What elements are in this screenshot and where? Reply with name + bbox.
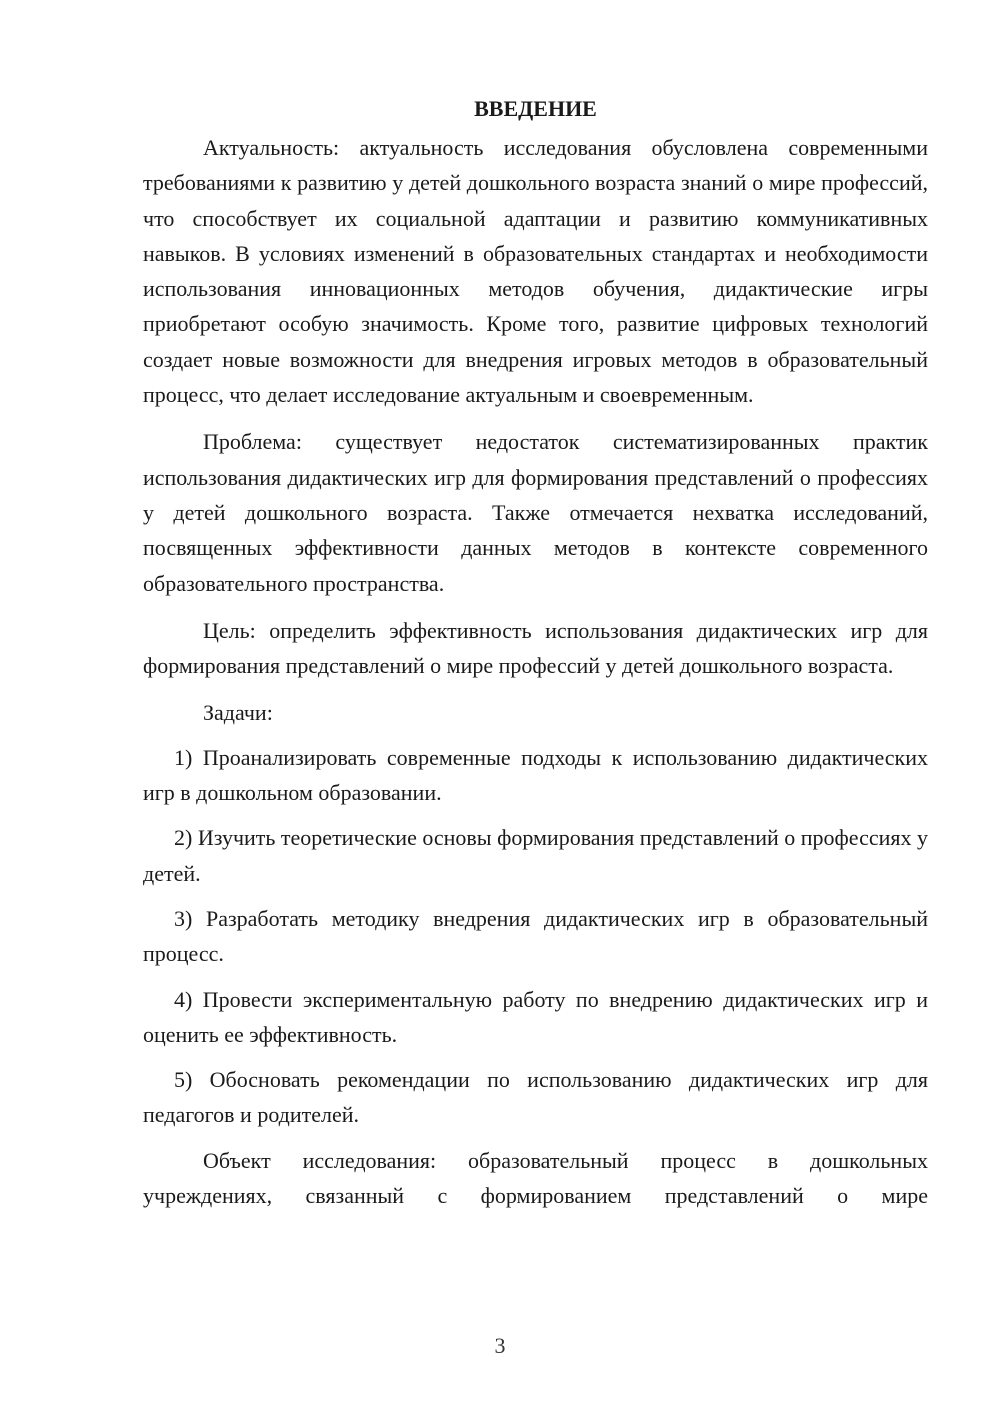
task-item: 5) Обосновать рекомендации по использованию дидактических игр для педагогов и родителей. (143, 1067, 928, 1128)
task-item: 1) Проанализировать современные подходы к использованию дидактических игр в дошкольном образовании. (143, 744, 928, 806)
tasks-heading: Задачи: (203, 700, 273, 726)
task-item: 2) Изучить теоретические основы формирования представлений о профессиях у детей. (143, 825, 929, 886)
page-number: 3 (494, 1333, 506, 1358)
relevance-paragraph: Актуальность: актуальность исследования обусловлена современными требованиями к развитию у детей дошкольного возраста знаний о мире профессий, что способствует их социальной адаптации и развитию коммуникативных навыков. В условиях изменений в образовательных стандартах и необходимости использования инновационных методов обучения, дидактические игры приобретают особую значимость. Кроме того, развитие цифровых технологий создает новые возможности для внедрения игровых методов в образовательный процесс, что делает исследование актуальным и своевременным. (143, 135, 928, 408)
problem-paragraph: Проблема: существует недостаток систематизированных практик использования дидактических игр для формирования представлений о профессиях у детей дошкольного возраста. Также отмечается нехватка исследований, посвященных эффективности данных методов в контексте современного образовательного пространства. (143, 429, 928, 596)
goal-paragraph: Цель: определить эффективность использования дидактических игр для формирования представлений о мире профессий у детей дошкольного возраста. (143, 617, 928, 679)
document-page (143, 92, 928, 1225)
task-item: 3) Разработать методику внедрения дидактических игр в образовательный процесс. (143, 905, 928, 967)
task-item: 4) Провести экспериментальную работу по внедрению дидактических игр и оценить ее эффективность. (143, 986, 928, 1047)
object-paragraph: Объект исследования: образовательный процесс в дошкольных учреждениях, связанный с формированием представлений о мире (143, 1147, 928, 1209)
section-title: ВВЕДЕНИЕ (474, 96, 597, 121)
